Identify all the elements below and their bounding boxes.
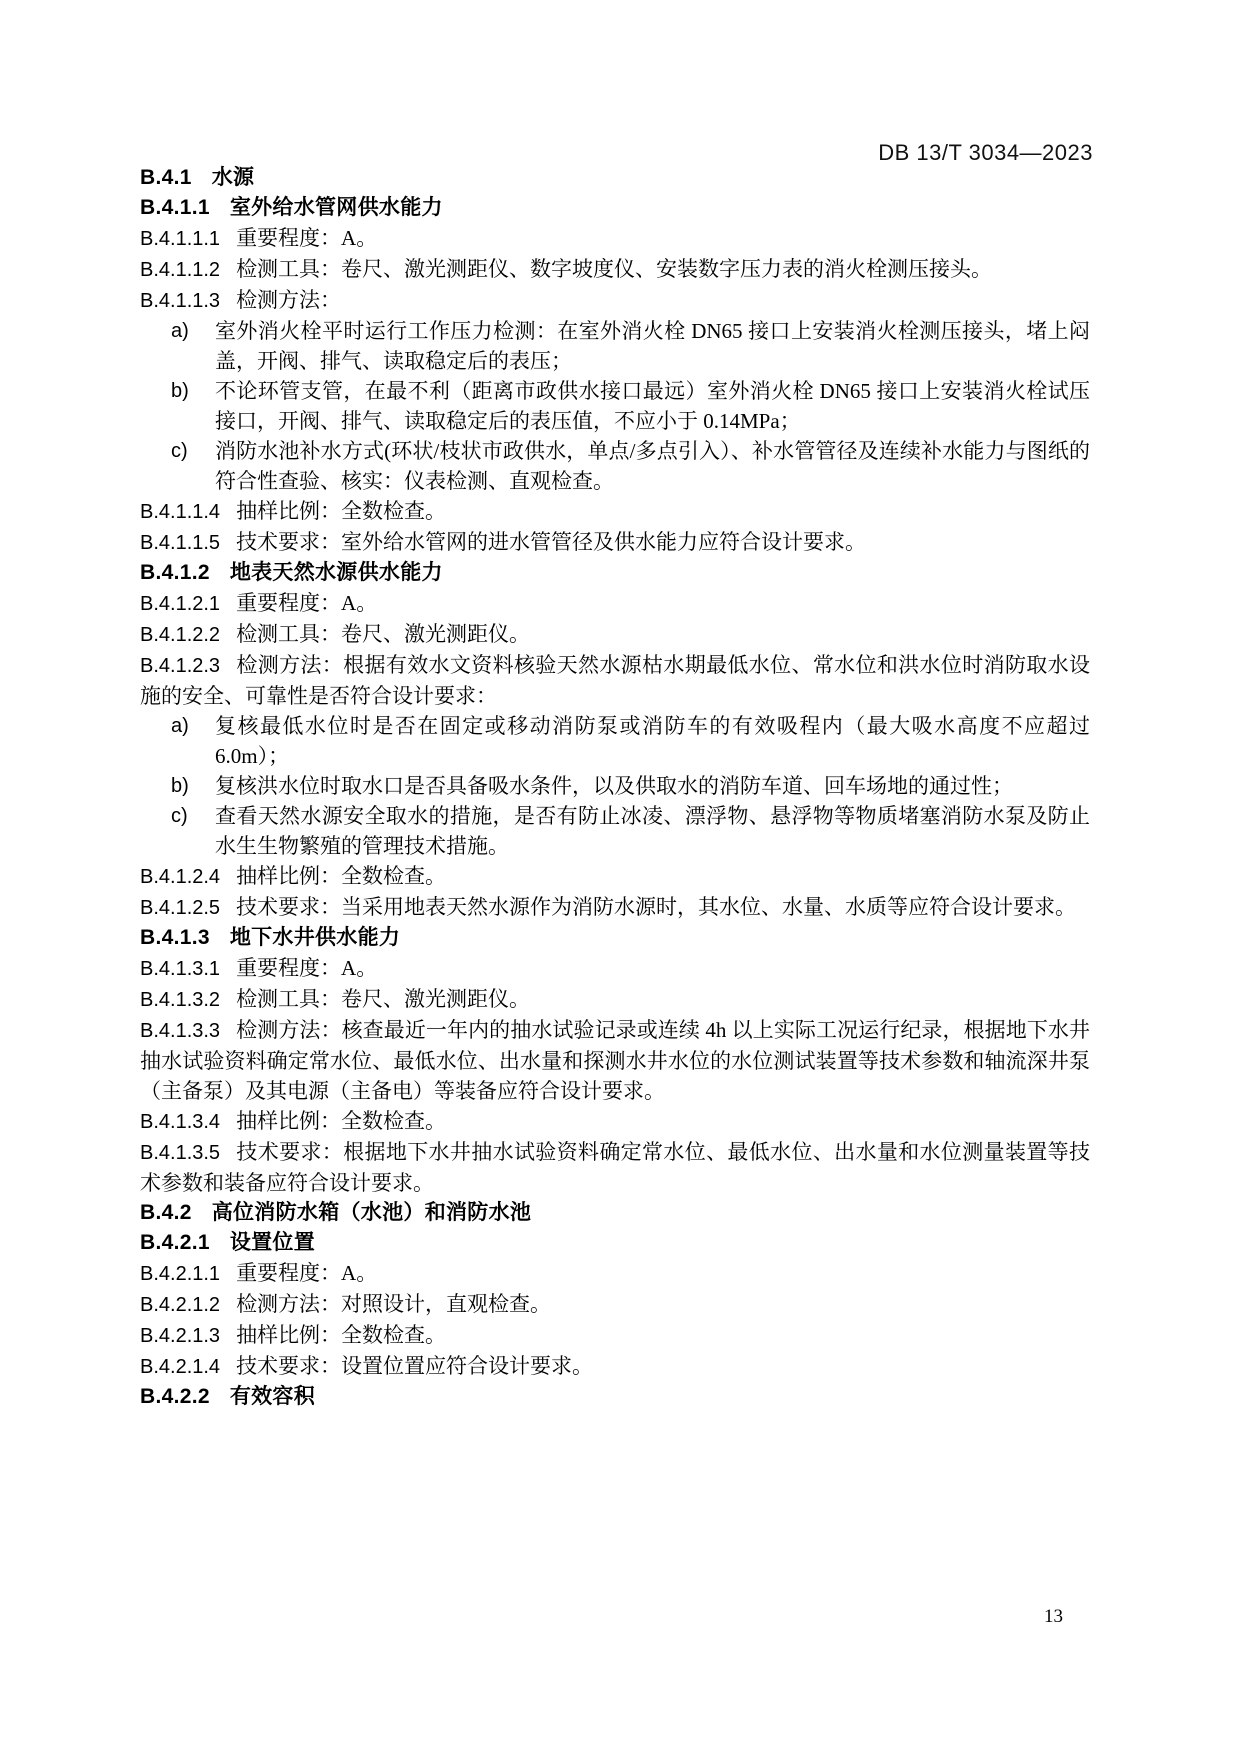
clause-number: B.4.1.3.2	[140, 989, 221, 1011]
clause-heading	[140, 558, 1090, 588]
clause-number: B.4.1.2.1	[140, 593, 221, 615]
clause-number: B.4.1.3	[140, 926, 210, 949]
list-item	[140, 436, 1090, 496]
standard-code-header: DB 13/T 3034—2023	[878, 140, 1093, 165]
clause-title: 设置位置	[229, 1231, 316, 1254]
clause-text: 技术要求：设置位置应符合设计要求。	[236, 1354, 594, 1378]
clause-number: B.4.2.1.3	[140, 1325, 221, 1347]
list-label: b)	[171, 775, 189, 797]
clause-text: 抽样比例：全数检查。	[236, 1323, 447, 1347]
clause-heading	[140, 923, 1090, 953]
clause-title: 有效容积	[229, 1385, 316, 1408]
list-item-text: 复核最低水位时是否在固定或移动消防泵或消防车的有效吸程内（最大吸水高度不应超过 6.0m）；	[215, 714, 1090, 768]
list-item	[140, 316, 1090, 376]
clause-text: 检测方法：	[236, 288, 342, 312]
clause-text: 检测方法：对照设计，直观检查。	[236, 1292, 552, 1316]
list-item	[140, 771, 1090, 801]
clause-text: 技术要求：当采用地表天然水源作为消防水源时，其水位、水量、水质等应符合设计要求。	[236, 895, 1077, 919]
list-item-text: 复核洪水位时取水口是否具备吸水条件，以及供取水的消防车道、回车场地的通过性；	[215, 774, 1013, 798]
clause-number: B.4.2	[140, 1201, 192, 1224]
list-label: a)	[171, 715, 189, 737]
clause-number: B.4.2.1.2	[140, 1294, 221, 1316]
list-item-text: 查看天然水源安全取水的措施，是否有防止冰凌、漂浮物、悬浮物等物质堵塞消防水泵及防止水生生物繁殖的管理技术措施。	[215, 804, 1090, 858]
clause-title: 高位消防水箱（水池）和消防水池	[211, 1201, 532, 1224]
clause-paragraph	[140, 588, 1090, 619]
clause-paragraph	[140, 527, 1090, 558]
clause-paragraph	[140, 984, 1090, 1015]
clause-number: B.4.1.1.1	[140, 228, 221, 250]
clause-number: B.4.2.2	[140, 1385, 210, 1408]
list-label: b)	[171, 380, 189, 402]
list-label: c)	[171, 805, 188, 827]
clause-number: B.4.1.2.4	[140, 866, 221, 888]
clause-text: 重要程度：A。	[236, 1261, 378, 1285]
clause-number: B.4.1.3.1	[140, 958, 221, 980]
clause-text: 检测工具：卷尺、激光测距仪。	[236, 622, 531, 646]
clause-number: B.4.1.2.5	[140, 897, 221, 919]
clause-text: 技术要求：根据地下水井抽水试验资料确定常水位、最低水位、出水量和水位测量装置等技术参数和装备应符合设计要求。	[140, 1140, 1090, 1195]
clause-number: B.4.1.3.3	[140, 1020, 221, 1042]
clause-number: B.4.1.2	[140, 561, 210, 584]
clause-paragraph	[140, 650, 1090, 711]
clause-number: B.4.1.1	[140, 196, 210, 219]
list-item-text: 消防水池补水方式(环状/枝状市政供水，单点/多点引入）、补水管管径及连续补水能力与图纸的符合性查验、核实：仪表检测、直观检查。	[215, 439, 1090, 493]
clause-text: 检测工具：卷尺、激光测距仪、数字坡度仪、安装数字压力表的消火栓测压接头。	[236, 257, 993, 281]
clause-paragraph	[140, 953, 1090, 984]
list-label: c)	[171, 440, 188, 462]
clause-text: 检测方法：根据有效水文资料核验天然水源枯水期最低水位、常水位和洪水位时消防取水设施的安全、可靠性是否符合设计要求：	[140, 653, 1090, 708]
list-item	[140, 376, 1090, 436]
clause-text: 抽样比例：全数检查。	[236, 499, 447, 523]
list-item-text: 不论环管支管，在最不利（距离市政供水接口最远）室外消火栓 DN65 接口上安装消火栓试压接口，开阀、排气、读取稳定后的表压值，不应小于 0.14MPa；	[215, 379, 1090, 433]
list-item	[140, 711, 1090, 771]
clause-heading	[140, 163, 1090, 193]
clause-paragraph	[140, 285, 1090, 316]
clause-number: B.4.1	[140, 166, 192, 189]
clause-paragraph	[140, 223, 1090, 254]
clause-heading	[140, 1198, 1090, 1228]
clause-content	[140, 163, 1090, 1412]
clause-heading	[140, 1382, 1090, 1412]
clause-paragraph	[140, 1320, 1090, 1351]
clause-title: 地表天然水源供水能力	[229, 561, 443, 584]
clause-number: B.4.1.1.5	[140, 532, 221, 554]
clause-number: B.4.1.2.2	[140, 624, 221, 646]
clause-title: 水源	[211, 166, 255, 189]
clause-paragraph	[140, 892, 1090, 923]
clause-text: 重要程度：A。	[236, 591, 378, 615]
clause-text: 检测方法：核查最近一年内的抽水试验记录或连续 4h 以上实际工况运行纪录，根据地下水井抽水试验资料确定常水位、最低水位、出水量和探测水井水位的水位测试装置等技术参数和轴流深井泵（主备泵）及其电源（主备电）等装备应符合设计要求。	[140, 1018, 1090, 1103]
clause-number: B.4.1.1.3	[140, 290, 221, 312]
list-item-text: 室外消火栓平时运行工作压力检测：在室外消火栓 DN65 接口上安装消火栓测压接头，堵上闷盖，开阀、排气、读取稳定后的表压；	[215, 319, 1090, 373]
clause-paragraph	[140, 254, 1090, 285]
clause-number: B.4.1.3.4	[140, 1111, 221, 1133]
clause-paragraph	[140, 1015, 1090, 1106]
clause-paragraph	[140, 619, 1090, 650]
page-number: 13	[1044, 1606, 1063, 1627]
list-item	[140, 801, 1090, 861]
clause-text: 检测工具：卷尺、激光测距仪。	[236, 987, 531, 1011]
clause-number: B.4.1.1.4	[140, 501, 221, 523]
clause-text: 重要程度：A。	[236, 956, 378, 980]
clause-number: B.4.2.1.4	[140, 1356, 221, 1378]
clause-paragraph	[140, 1258, 1090, 1289]
clause-paragraph	[140, 861, 1090, 892]
clause-title: 地下水井供水能力	[229, 926, 401, 949]
clause-heading	[140, 1228, 1090, 1258]
clause-paragraph	[140, 1106, 1090, 1137]
clause-text: 抽样比例：全数检查。	[236, 864, 447, 888]
clause-text: 重要程度：A。	[236, 226, 378, 250]
list-label: a)	[171, 320, 189, 342]
clause-number: B.4.2.1.1	[140, 1263, 221, 1285]
clause-number: B.4.2.1	[140, 1231, 210, 1254]
clause-title: 室外给水管网供水能力	[229, 196, 443, 219]
clause-number: B.4.1.2.3	[140, 655, 221, 677]
clause-number: B.4.1.3.5	[140, 1142, 221, 1164]
clause-heading	[140, 193, 1090, 223]
clause-text: 技术要求：室外给水管网的进水管管径及供水能力应符合设计要求。	[236, 530, 867, 554]
clause-number: B.4.1.1.2	[140, 259, 221, 281]
clause-paragraph	[140, 1137, 1090, 1198]
clause-paragraph	[140, 1289, 1090, 1320]
clause-text: 抽样比例：全数检查。	[236, 1109, 447, 1133]
clause-paragraph	[140, 496, 1090, 527]
clause-paragraph	[140, 1351, 1090, 1382]
